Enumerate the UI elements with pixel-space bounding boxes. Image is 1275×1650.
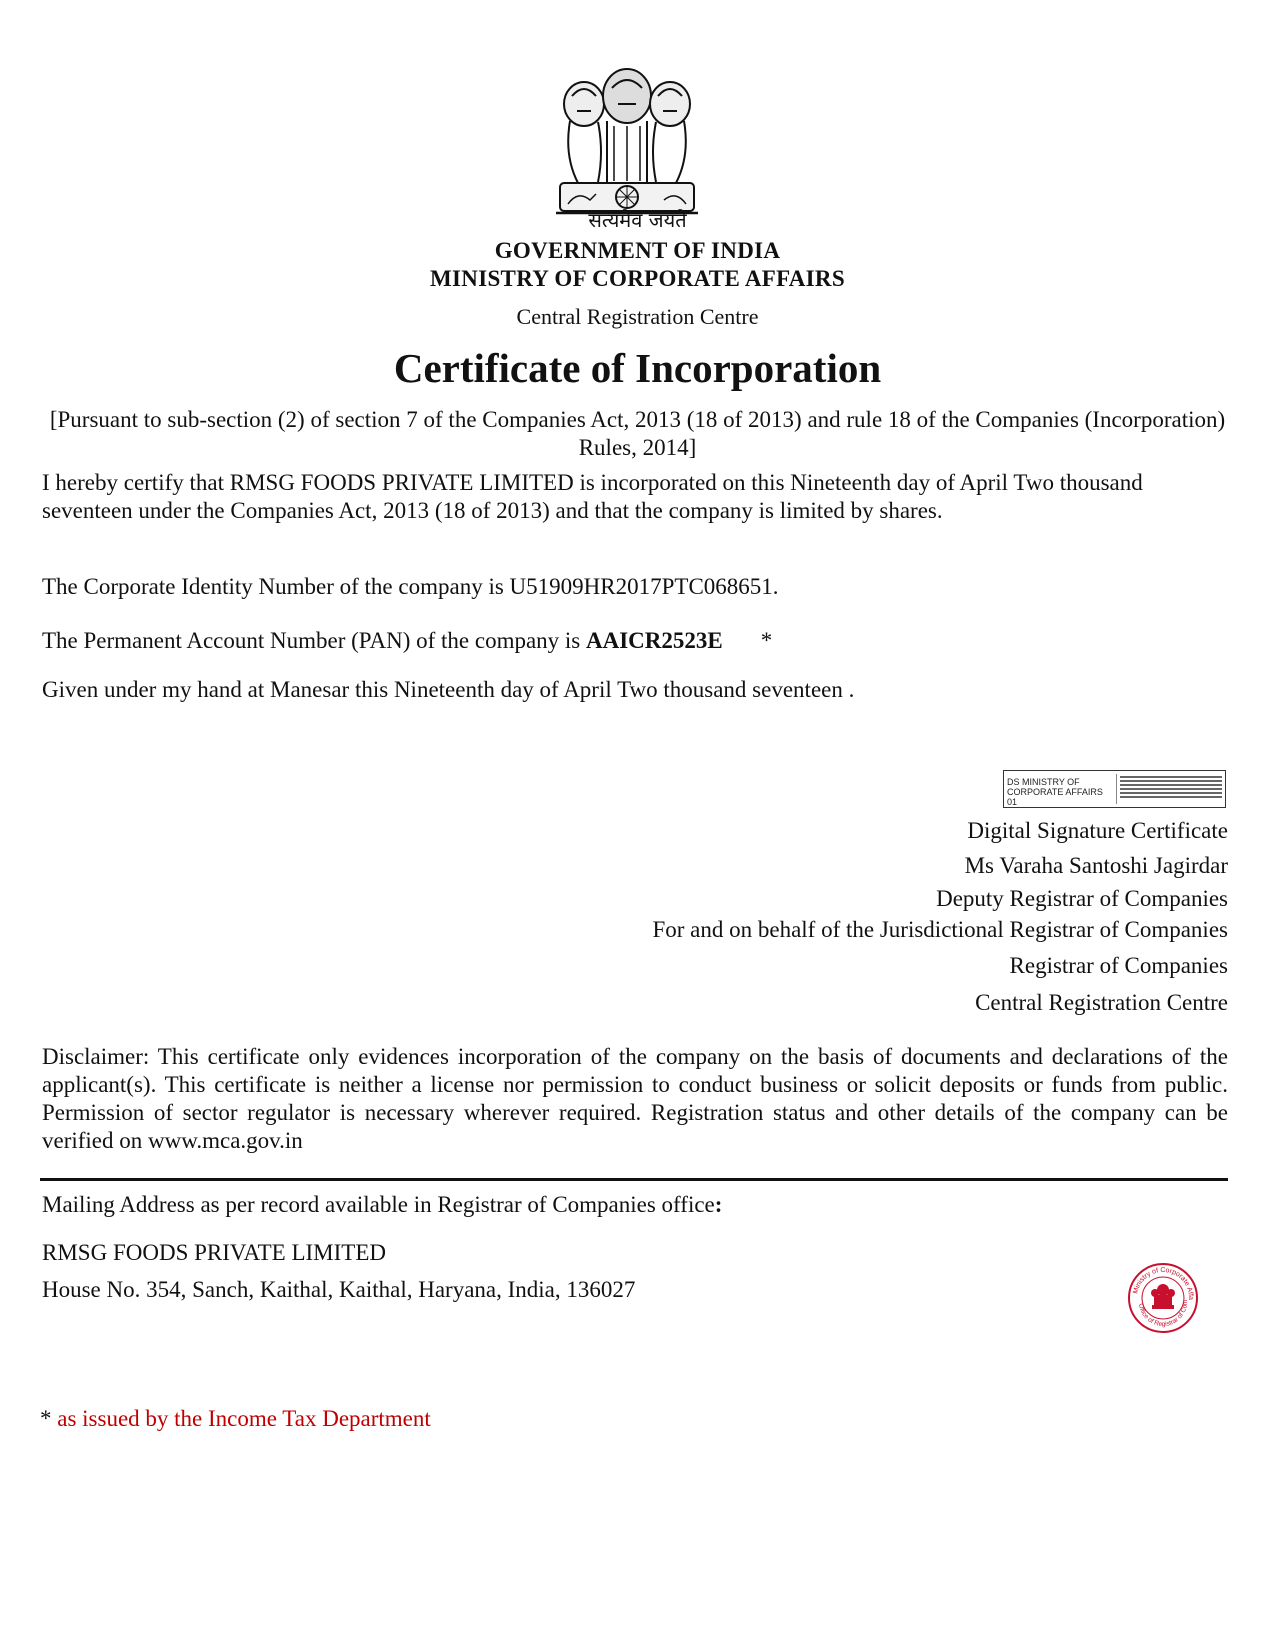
- signatory-designation: Deputy Registrar of Companies: [936, 886, 1228, 911]
- cin-label: The Corporate Identity Number of the company is: [42, 574, 510, 599]
- cin-value: U51909HR2017PTC068651.: [509, 574, 779, 599]
- mailing-heading-colon: :: [714, 1192, 723, 1217]
- disclaimer: Disclaimer: This certificate only evidences incorporation of the company on the basis of documents and declarations of the applicant(s). This certificate is neither a license nor permission to conduct business or solicit deposits or funds from public. Permission of sector regulator is necessary wherever required. Registration status and other details of the company can be verified on www.mca.gov.in: [42, 1044, 1228, 1153]
- signature-type: Digital Signature Certificate: [967, 818, 1228, 843]
- cin-line: [42, 573, 1237, 601]
- state-emblem-icon: [552, 66, 702, 226]
- signature-details-icon: [1120, 774, 1222, 804]
- pan-label: The Permanent Account Number (PAN) of the company is: [42, 628, 587, 653]
- pan-value: AAICR2523E: [586, 628, 723, 653]
- signatory-on-behalf: For and on behalf of the Jurisdictional Registrar of Companies: [652, 917, 1228, 942]
- signatory-name: Ms Varaha Santoshi Jagirdar: [964, 853, 1228, 878]
- mailing-heading-text: Mailing Address as per record available in Registrar of Companies office: [42, 1192, 715, 1217]
- mailing-company: RMSG FOODS PRIVATE LIMITED: [42, 1240, 386, 1265]
- pan-line: [42, 627, 1237, 655]
- roc-seal-icon: [1127, 1262, 1199, 1334]
- divider: [40, 1178, 1228, 1181]
- ministry-heading: MINISTRY OF CORPORATE AFFAIRS: [430, 266, 845, 291]
- footnote-text: as issued by the Income Tax Department: [51, 1406, 431, 1431]
- signatory-centre: Central Registration Centre: [975, 990, 1228, 1015]
- registration-centre: Central Registration Centre: [516, 304, 759, 329]
- given-line: Given under my hand at Manesar this Nineteenth day of April Two thousand seventeen .: [42, 677, 855, 702]
- seal-bottom-text: Office of Registrar of Com: [1136, 1299, 1190, 1329]
- signature-box-label: DS MINISTRY OF CORPORATE AFFAIRS 01: [1007, 777, 1103, 807]
- government-heading: GOVERNMENT OF INDIA: [494, 238, 781, 263]
- digital-signature-box: [1003, 770, 1226, 808]
- footnote-marker: *: [40, 1406, 52, 1431]
- certificate-title: Certificate of Incorporation: [393, 345, 882, 391]
- mailing-heading: [42, 1192, 722, 1218]
- certify-paragraph: I hereby certify that RMSG FOODS PRIVATE LIMITED is incorporated on this Nineteenth day of April Two thousand seventeen under the Companies Act, 2013 (18 of 2013) and that the company is limited by shares.: [42, 470, 1143, 523]
- seal-top-text: Ministry of Corporate Affa: [1132, 1266, 1195, 1300]
- pan-marker: *: [760, 628, 773, 653]
- emblem-motto: सत्यमेव जयते: [588, 208, 687, 232]
- footnote: [40, 1406, 431, 1432]
- mailing-address: House No. 354, Sanch, Kaithal, Kaithal, Haryana, India, 136027: [42, 1277, 636, 1302]
- signatory-office: Registrar of Companies: [1009, 953, 1228, 978]
- pursuant-clause: [Pursuant to sub-section (2) of section 7 of the Companies Act, 2013 (18 of 2013) and rule 18 of the Companies (Incorporation) Rules, 2014]: [49, 407, 1226, 460]
